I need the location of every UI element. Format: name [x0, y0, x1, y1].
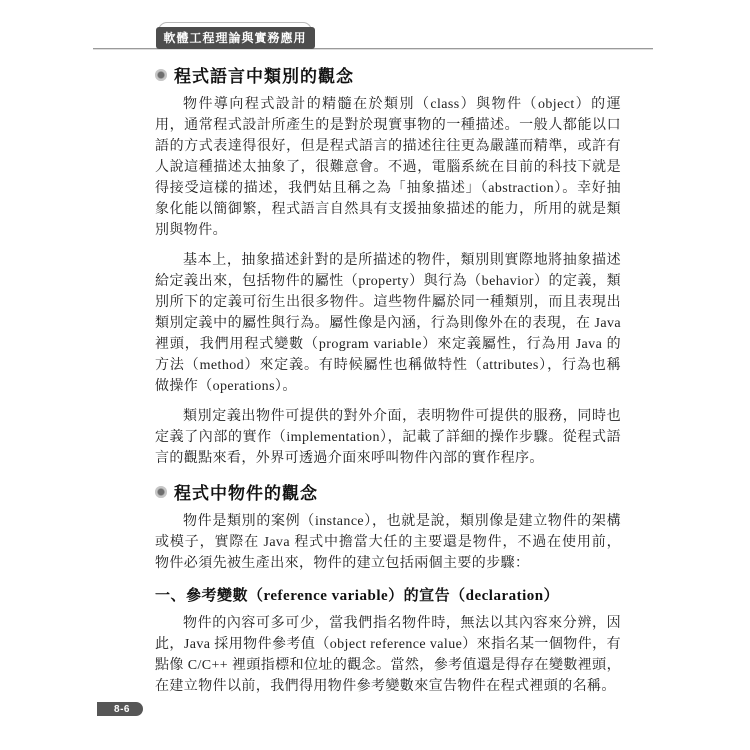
section-heading-text: 程式中物件的觀念: [174, 484, 318, 503]
section-heading-text: 程式語言中類別的觀念: [174, 67, 354, 86]
paragraph: 物件的內容可多可少，當我們指名物件時，無法以其內容來分辨，因此，Java 採用物件參考值（object reference value）來指名某一個物件，有點像 C/C++ 裡頭指標和位址的觀念。當然，參考值還是得存在變數裡頭，在建立物件以前，我們得用物件參考變數來宣告物件在程式裡頭的名稱。: [155, 616, 621, 694]
paragraph: 物件是類別的案例（instance），也就是說，類別像是建立物件的架構或模子，實際在 Java 程式中擔當大任的主要還是物件，不過在使用前，物件必須先被生產出來，物件的建立包括兩個主要的步驟：: [155, 514, 621, 571]
section-heading-object-concepts: [155, 479, 621, 504]
header-tab: [158, 22, 312, 49]
paragraph: 物件導向程式設計的精髓在於類別（class）與物件（object）的運用，通常程式設計所產生的是對於現實事物的一種描述。一般人都能以口語的方式表達得很好，但是程式語言的描述往往更為嚴謹而精準，或許有人說這種描述太抽象了，很難意會。不過，電腦系統在目前的科技下就是得接受這樣的描述，我們姑且稱之為「抽象描述」（abstraction）。幸好抽象化能以簡御繁，程式語言自然具有支援抽象描述的能力，所用的就是類別與物件。: [155, 97, 621, 238]
page-number-badge: 8-6: [97, 702, 143, 716]
paragraph: 類別定義出物件可提供的對外介面，表明物件可提供的服務，同時也定義了內部的實作（implementation），記載了詳細的操作步驟。從程式語言的觀點來看，外界可透過介面來呼叫物件內部的實作程序。: [155, 409, 621, 466]
section-bullet-icon: [155, 486, 167, 498]
paragraph: 基本上，抽象描述針對的是所描述的物件，類別則實際地將抽象描述給定義出來，包括物件的屬性（property）與行為（behavior）的定義，類別所下的定義可衍生出很多物件。這些物件屬於同一種類別，而且表現出類別定義中的屬性與行為。屬性像是內涵，行為則像外在的表現，在 Java 裡頭，我們用程式變數（program variable）來定義屬性，行為用 Java 的方法（method）來定義。有時候屬性也稱做特性（attributes），行為也稱做操作（operations）。: [155, 253, 621, 394]
page-content: [155, 62, 621, 706]
book-title-badge: 軟體工程理論與實務應用: [156, 27, 315, 49]
section-heading-class-concepts: [155, 62, 621, 87]
section-bullet-icon: [155, 69, 167, 81]
subsection-heading-reference-variable: 一、參考變數（reference variable）的宣告（declaration）: [155, 588, 560, 604]
